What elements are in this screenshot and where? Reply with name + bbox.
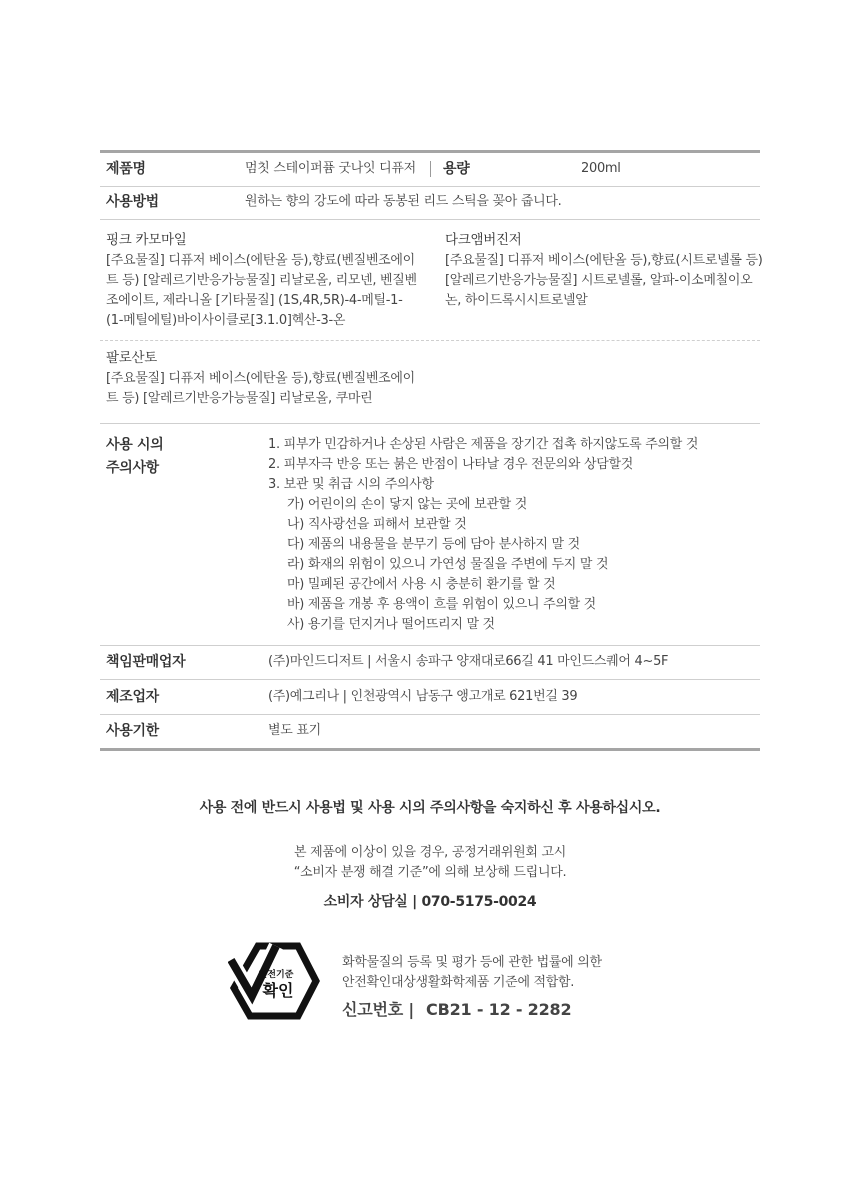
scent-name-palo-santo: 팔로산토 — [106, 350, 157, 366]
storage-caution-item: 마) 밀폐된 공간에서 사용 시 충분히 환기를 할 것 — [287, 577, 556, 592]
scent-ingredients-dark-amber-ginger — [445, 251, 762, 311]
compensation-line: 본 제품에 이상이 있을 경우, 공정거래위원회 고시 — [294, 845, 566, 860]
seller-label: 책임판매업자 — [106, 654, 186, 670]
usage-warning: 사용 전에 반드시 사용법 및 사용 시의 주의사항을 숙지하신 후 사용하십시오. — [199, 800, 661, 816]
storage-caution-item: 바) 제품을 개봉 후 용액이 흐를 위험이 있으니 주의할 것 — [287, 597, 596, 612]
caution-item: 2. 피부자극 반응 또는 붉은 반점이 나타날 경우 전문의와 상담할것 — [268, 457, 634, 472]
ingredient-line: (1-메틸에틸)바이사이클로[3.1.0]헥산-3-온 — [106, 313, 346, 328]
compensation-line: “소비자 분쟁 해결 기준”에 의해 보상해 드립니다. — [293, 865, 567, 880]
row-divider — [100, 423, 760, 424]
certification-statement — [342, 953, 602, 993]
ingredient-line: [주요물질] 디퓨저 베이스(에탄올 등),향료(벤질벤조에이 — [106, 253, 415, 268]
expiry-label: 사용기한 — [106, 723, 159, 739]
caution-list — [268, 435, 698, 495]
usage-value: 원하는 향의 강도에 따라 동봉된 리드 스틱을 꽂아 줍니다. — [245, 194, 562, 209]
storage-caution-item: 라) 화재의 위험이 있으니 가연성 물질을 주변에 두지 말 것 — [287, 557, 609, 572]
ingredient-line: [주요물질] 디퓨저 베이스(에탄올 등),향료(벤질벤조에이 — [106, 371, 415, 386]
safety-check-mark-icon — [228, 942, 320, 1020]
scent-name-pink-chamomile: 핑크 카모마일 — [106, 232, 187, 248]
statement-line: 안전확인대상생활화학제품 기준에 적합함. — [342, 975, 575, 990]
expiry-value: 별도 표기 — [268, 723, 321, 738]
column-divider — [430, 161, 431, 177]
row-divider — [100, 186, 760, 187]
ingredient-line: 조에이트, 제라니올 [기타물질] (1S,4R,5R)-4-메틸-1- — [106, 293, 403, 308]
ingredient-line: 트 등) [알레르기반응가능물질] 리날로올, 쿠마린 — [106, 391, 373, 406]
row-divider — [100, 645, 760, 646]
ingredient-line: [주요물질] 디퓨저 베이스(에탄올 등),향료(시트로넬롤 등) — [445, 253, 763, 268]
volume-label: 용량 — [443, 161, 470, 177]
storage-caution-item: 가) 어린이의 손이 닿지 않는 곳에 보관할 것 — [287, 497, 527, 512]
ingredient-line: 논, 하이드록시시트로넬알 — [445, 293, 588, 308]
table-top-border — [100, 150, 760, 153]
report-number-value: CB21 - 12 - 2282 — [426, 1000, 572, 1019]
row-divider — [100, 679, 760, 680]
scent-name-dark-amber-ginger: 다크앰버진저 — [445, 232, 522, 248]
report-number-label: 신고번호 | — [342, 1000, 415, 1019]
scent-ingredients-pink-chamomile — [106, 251, 417, 331]
product-name-label: 제품명 — [106, 161, 146, 177]
storage-caution-item: 나) 직사광선을 피해서 보관할 것 — [287, 517, 467, 532]
manufacturer-label: 제조업자 — [106, 689, 159, 705]
caution-item: 3. 보관 및 취급 시의 주의사항 — [268, 477, 434, 492]
row-divider — [100, 714, 760, 715]
scent-ingredients-palo-santo — [106, 369, 415, 409]
storage-caution-item: 사) 용기를 던지거나 떨어뜨리지 말 것 — [287, 617, 495, 632]
volume-value: 200ml — [581, 161, 621, 176]
product-name-value: 멈칫 스테이퍼퓸 굿나잇 디퓨저 — [245, 161, 416, 176]
ingredient-line: 트 등) [알레르기반응가능물질] 리날로올, 리모넨, 벤질벤 — [106, 273, 417, 288]
compensation-notice — [0, 843, 860, 883]
caution-label-line-1: 사용 시의 — [106, 437, 164, 453]
storage-caution-item: 다) 제품의 내용물을 분무기 등에 담아 분사하지 말 것 — [287, 537, 580, 552]
mark-text-top: 안전기준 — [258, 970, 294, 980]
caution-label-line-2: 주의사항 — [106, 460, 159, 476]
ingredient-line: [알레르기반응가능물질] 시트로넬롤, 알파-이소메칠이오 — [445, 273, 753, 288]
row-divider — [100, 219, 760, 220]
caution-item: 1. 피부가 민감하거나 손상된 사람은 제품을 장기간 접촉 하지않도록 주의할 것 — [268, 437, 699, 452]
dashed-divider — [100, 340, 760, 341]
manufacturer-value: (주)예그리나 | 인천광역시 남동구 앵고개로 621번길 39 — [268, 689, 578, 704]
storage-caution-list — [287, 495, 608, 635]
statement-line: 화학물질의 등록 및 평가 등에 관한 법률에 의한 — [342, 955, 602, 970]
seller-value: (주)마인드디저트 | 서울시 송파구 양재대로66길 41 마인드스퀘어 4~5F — [268, 654, 669, 669]
customer-center-contact: 소비자 상담실 | 070-5175-0024 — [323, 894, 537, 910]
table-bottom-border — [100, 748, 760, 751]
usage-label: 사용방법 — [106, 194, 159, 210]
mark-text-bottom: 확인 — [262, 981, 294, 1000]
report-number-line — [342, 1000, 571, 1020]
